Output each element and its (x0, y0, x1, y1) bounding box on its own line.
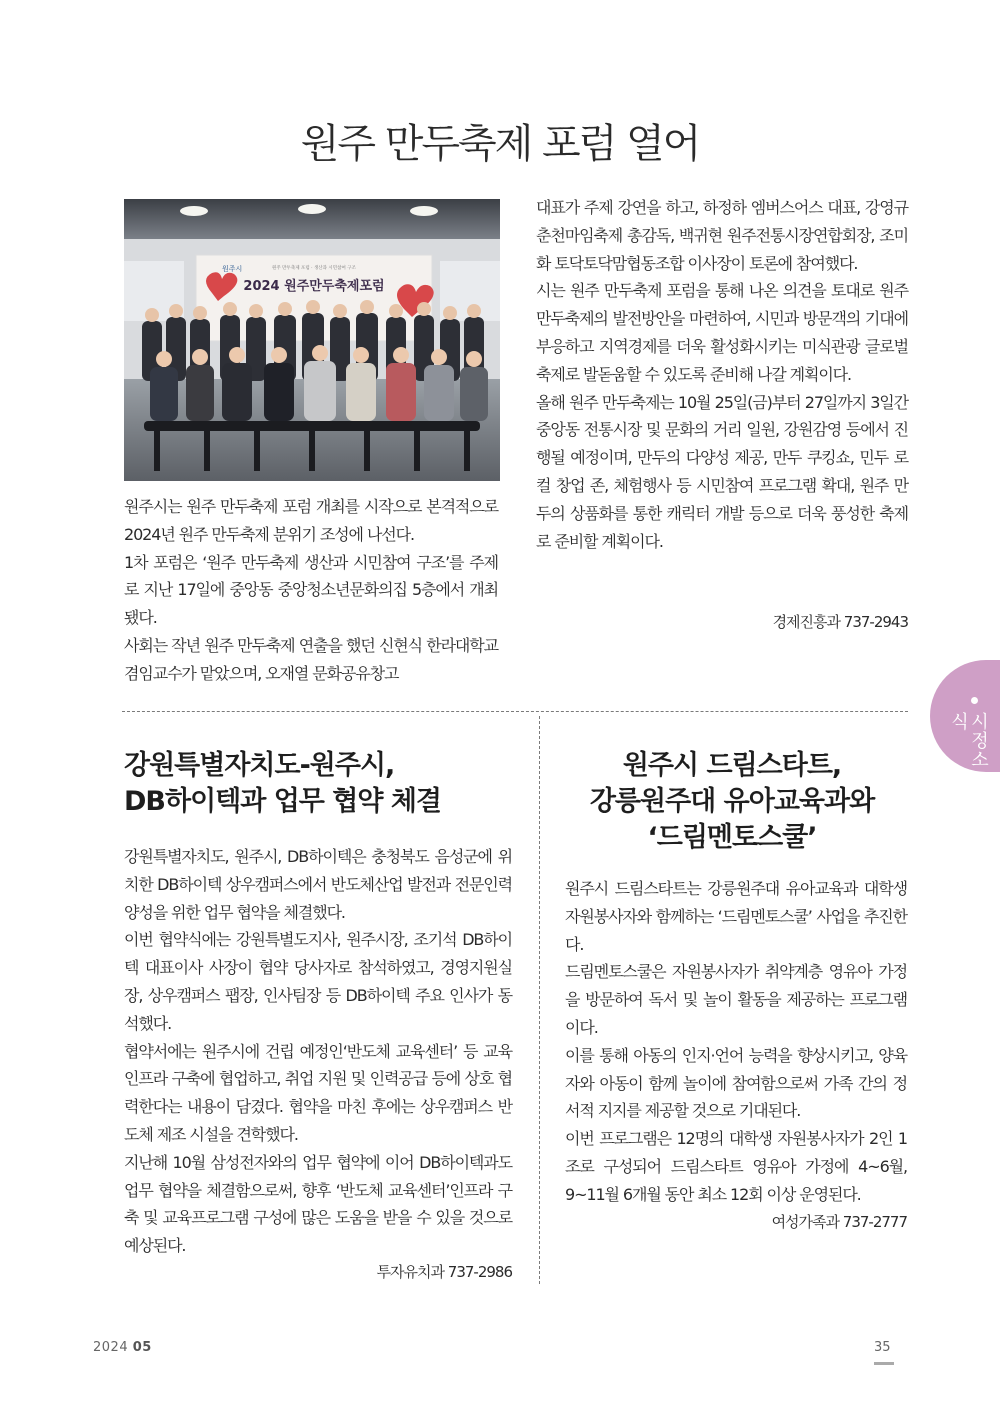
paragraph: 원주시 드림스타트는 강릉원주대 유아교육과 대학생 자원봉사자와 함께하는 ‘드림멘토스쿨’ 사업을 추진한다. (565, 879, 907, 954)
section-divider-vertical (539, 716, 540, 1284)
page-number: 35 (874, 1340, 891, 1355)
paragraph: 1차 포럼은 ‘원주 만두축제 생산과 시민참여 구조’를 주제로 지난 17일에 중앙동 중앙청소년문화의집 5층에서 개최됐다. (124, 552, 498, 628)
paragraph: 이번 프로그램은 12명의 대학생 자원봉사자가 2인 1조로 구성되어 드림스타트 영유아 가정에 4~6월, 9~11월 6개월 동안 최소 12회 이상 운영된다. (565, 1129, 907, 1204)
page-number-underline (874, 1362, 894, 1365)
side-tab-label: 시정소식 (948, 712, 989, 769)
paragraph: 원주시는 원주 만두축제 포럼 개최를 시작으로 본격적으로 2024년 원주 만두축제 분위기 조성에 나선다. (124, 497, 498, 544)
paragraph: 드림멘토스쿨은 자원봉사자가 취약계층 영유아 가정을 방문하여 독서 및 놀이 활동을 제공하는 프로그램이다. (565, 962, 907, 1037)
left-article-title (124, 748, 514, 820)
section-divider-horizontal (122, 711, 908, 712)
paragraph: 협약서에는 원주시에 건립 예정인‘반도체 교육센터’ 등 교육인프라 구축에 협업하고, 취업 지원 및 인력공급 등에 상호 협력한다는 내용이 담겼다. 협약을 마친 후에는 상우캠퍼스 반도체 제조 시설을 견학했다. (124, 1041, 512, 1144)
footer-year: 2024 (93, 1340, 129, 1355)
forum-group-photo (124, 199, 500, 481)
main-article-right-column (536, 194, 908, 555)
footer-month: 05 (132, 1340, 152, 1355)
title-line: 강원특별자치도-원주시, (124, 750, 395, 781)
banner-small-caption: 원주 만두축제 포럼 · 생산과 시민참여 구조 (272, 266, 356, 271)
paragraph: 이번 협약식에는 강원특별도지사, 원주시장, 조기석 DB하이텍 대표이사 사장이 협약 당사자로 참석하였고, 경영지원실장, 상우캠퍼스 팹장, 인사팀장 등 DB하이텍 주요 인사가 동석했다. (124, 930, 512, 1033)
right-article-title (556, 748, 908, 856)
paragraph: 시는 원주 만두축제 포럼을 통해 나온 의견을 토대로 원주 만두축제의 발전방안을 마련하여, 시민과 방문객의 기대에 부응하고 지역경제를 더욱 활성화시키는 미식관광 글로벌 축제로 발돋움할 수 있도록 준비해 나갈 계획이다. (536, 281, 908, 384)
title-line: 강릉원주대 유아교육과와 (589, 786, 875, 817)
main-article-title: 원주 만두축제 포럼 열어 (300, 121, 700, 167)
paragraph: 대표가 주제 강연을 하고, 하정하 엠버스어스 대표, 강영규 춘천마임축제 총감독, 백귀현 원주전통시장연합회장, 조미화 토닥토닥맘협동조합 이사장이 토론에 참여했다. (536, 198, 908, 273)
dot-icon (971, 697, 978, 704)
left-article-body (124, 843, 512, 1260)
main-article-left-column (124, 493, 498, 688)
paragraph: 강원특별자치도, 원주시, DB하이텍은 충청북도 음성군에 위치한 DB하이텍 상우캠퍼스에서 반도체산업 발전과 전문인력 양성을 위한 업무 협약을 체결했다. (124, 847, 512, 922)
banner-logo: 원주시 (222, 265, 243, 273)
banner-headline: 2024 원주만두축제포럼 (243, 279, 385, 294)
paragraph: 사회는 작년 원주 만두축제 연출을 했던 신현식 한라대학교 겸임교수가 맡았으며, 오재열 문화공유창고 (124, 635, 498, 683)
footer-issue (93, 1340, 152, 1355)
title-line: ‘드림멘토스쿨’ (647, 822, 817, 853)
right-article-contact: 여성가족과 737-2777 (771, 1213, 907, 1231)
paragraph: 이를 통해 아동의 인지·언어 능력을 향상시키고, 양육자와 아동이 함께 놀이에 참여함으로써 가족 간의 정서적 지지를 제공할 것으로 기대된다. (565, 1045, 907, 1121)
main-article-contact: 경제진흥과 737-2943 (772, 613, 908, 631)
paragraph: 올해 원주 만두축제는 10월 25일(금)부터 27일까지 3일간 중앙동 전통시장 및 문화의 거리 일원, 강원감영 등에서 진행될 예정이며, 만두의 다양성 제공, 만두 쿠킹쇼, 민두 로컬 창업 존, 체험행사 등 시민참여 프로그램 확대, 원주 만두의 상품화를 통한 캐릭터 개발 등으로 더욱 풍성한 축제로 준비할 계획이다. (536, 392, 908, 551)
title-line: 원주시 드림스타트, (622, 750, 842, 781)
section-side-tab[interactable] (930, 660, 1000, 772)
left-article-contact: 투자유치과 737-2986 (376, 1263, 512, 1281)
title-line: DB하이텍과 업무 협약 체결 (124, 786, 442, 817)
right-article-body (565, 875, 907, 1209)
paragraph: 지난해 10월 삼성전자와의 업무 협약에 이어 DB하이텍과도 업무 협약을 체결함으로써, 향후 ‘반도체 교육센터’인프라 구축 및 교육프로그램 구성에 많은 도움을 받을 수 있을 것으로 예상된다. (124, 1152, 512, 1256)
